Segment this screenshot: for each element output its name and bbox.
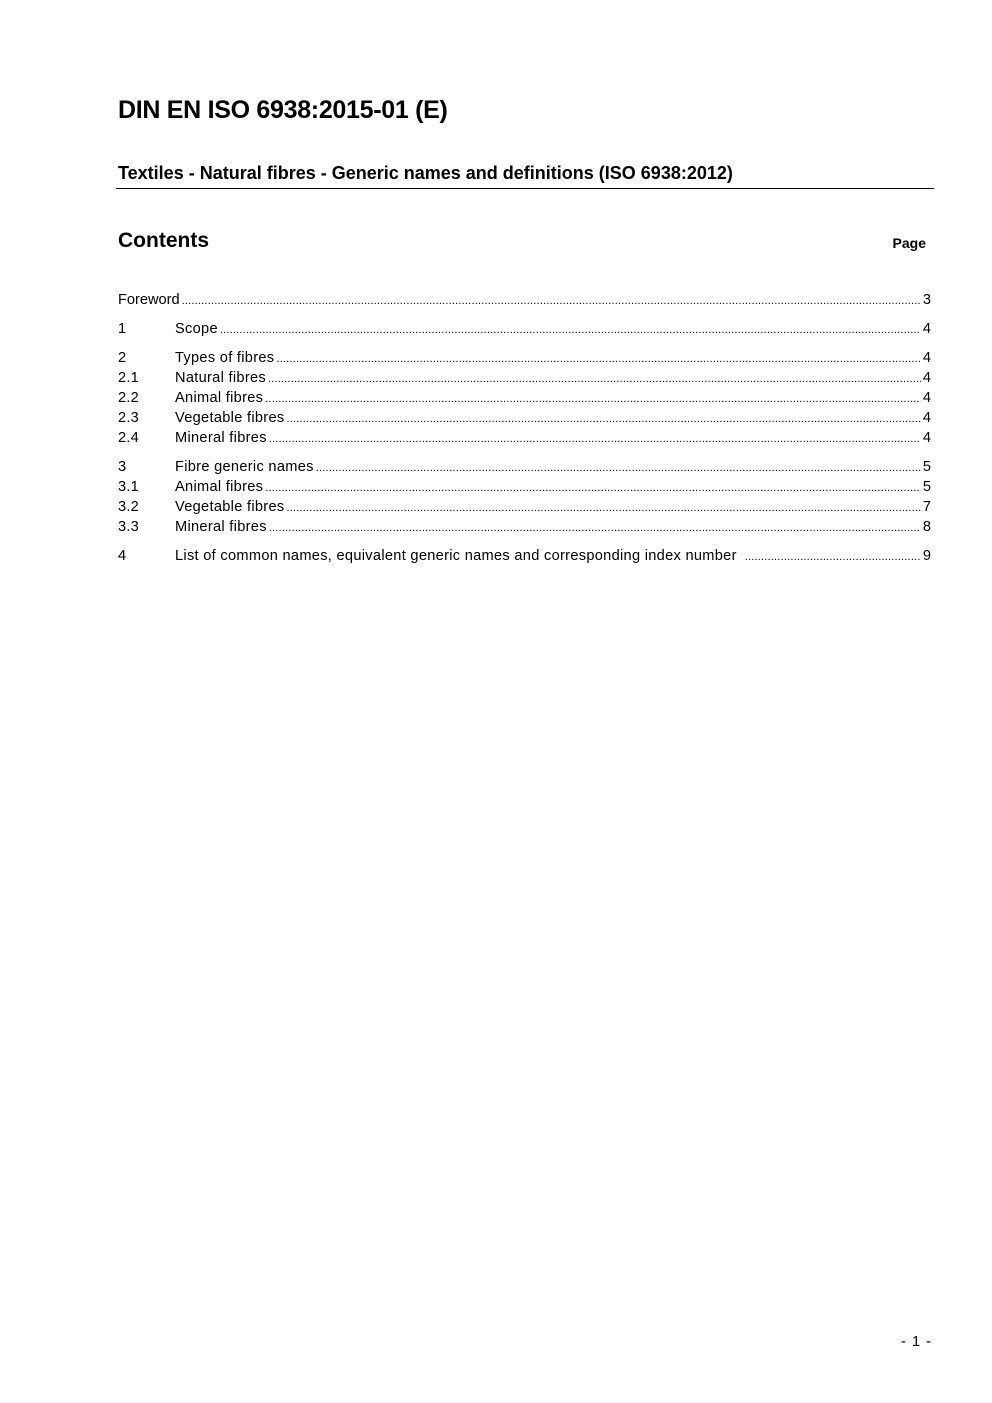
toc-leader-dots [268, 369, 921, 389]
toc-entry-mineral-fibres[interactable] [118, 428, 931, 448]
toc-entry-page: 4 [922, 321, 931, 337]
toc-entry-page: 9 [922, 548, 931, 564]
toc-leader-dots [269, 429, 921, 449]
contents-heading: Contents [118, 229, 209, 252]
toc-entry-natural-fibres[interactable] [118, 368, 931, 388]
toc-entry-title: Fibre generic names [175, 459, 314, 475]
toc-entry-foreword[interactable] [118, 290, 931, 310]
toc-entry-title: List of common names, equivalent generic names and corresponding index number [175, 548, 737, 564]
toc-entry-number: 2.4 [118, 430, 139, 446]
toc-entry-page: 8 [922, 519, 931, 535]
toc-leader-dots [276, 349, 920, 369]
toc-entry-title: Natural fibres [175, 370, 266, 386]
toc-entry-title: Scope [175, 321, 218, 337]
table-of-contents [118, 290, 931, 566]
toc-entry-types-of-fibres[interactable] [118, 348, 931, 368]
toc-entry-page: 4 [922, 350, 931, 366]
toc-entry-number: 2.3 [118, 410, 139, 426]
toc-entry-title: Animal fibres [175, 390, 264, 406]
toc-entry-title: Mineral fibres [175, 430, 267, 446]
toc-entry-page: 7 [922, 499, 931, 515]
page-column-label: Page [892, 235, 926, 251]
toc-entry-list-of-common-names[interactable] [118, 546, 931, 566]
page-number: - 1 - [901, 1334, 932, 1350]
toc-leader-dots [286, 498, 920, 518]
toc-entry-page: 4 [922, 390, 931, 406]
toc-entry-animal-fibres[interactable] [118, 388, 931, 408]
document-title: DIN EN ISO 6938:2015-01 (E) [118, 96, 448, 124]
toc-entry-page: 3 [922, 292, 931, 308]
toc-leader-dots [286, 409, 920, 429]
toc-leader-dots [265, 478, 921, 498]
toc-entry-vegetable-fibres-generic[interactable] [118, 497, 931, 517]
toc-entry-number: 3 [118, 459, 127, 475]
toc-leader-dots [265, 389, 921, 409]
toc-entry-title: Vegetable fibres [175, 499, 285, 515]
toc-entry-fibre-generic-names[interactable] [118, 457, 931, 477]
toc-entry-number: 3.2 [118, 499, 139, 515]
toc-leader-dots [269, 518, 921, 538]
toc-entry-title: Types of fibres [175, 350, 275, 366]
toc-entry-number: 3.1 [118, 479, 139, 495]
toc-entry-page: 4 [922, 410, 931, 426]
toc-leader-dots [220, 320, 921, 340]
toc-entry-title: Foreword [118, 292, 180, 308]
toc-entry-number: 3.3 [118, 519, 139, 535]
toc-entry-number: 2.1 [118, 370, 139, 386]
toc-entry-page: 4 [922, 430, 931, 446]
toc-entry-page: 5 [922, 459, 931, 475]
toc-entry-number: 2.2 [118, 390, 139, 406]
toc-entry-number: 2 [118, 350, 127, 366]
toc-entry-title: Mineral fibres [175, 519, 267, 535]
toc-entry-number: 1 [118, 321, 127, 337]
toc-entry-page: 4 [922, 370, 931, 386]
toc-entry-number: 4 [118, 548, 127, 564]
toc-entry-title: Animal fibres [175, 479, 264, 495]
toc-entry-animal-fibres-generic[interactable] [118, 477, 931, 497]
toc-entry-mineral-fibres-generic[interactable] [118, 517, 931, 537]
document-subtitle: Textiles - Natural fibres - Generic names and definitions (ISO 6938:2012) [116, 160, 934, 189]
toc-entry-page: 5 [922, 479, 931, 495]
toc-entry-title: Vegetable fibres [175, 410, 285, 426]
toc-entry-scope[interactable] [118, 319, 931, 339]
toc-leader-dots [316, 458, 921, 478]
toc-entry-vegetable-fibres[interactable] [118, 408, 931, 428]
toc-leader-dots [182, 291, 921, 311]
toc-leader-dots [745, 547, 921, 567]
